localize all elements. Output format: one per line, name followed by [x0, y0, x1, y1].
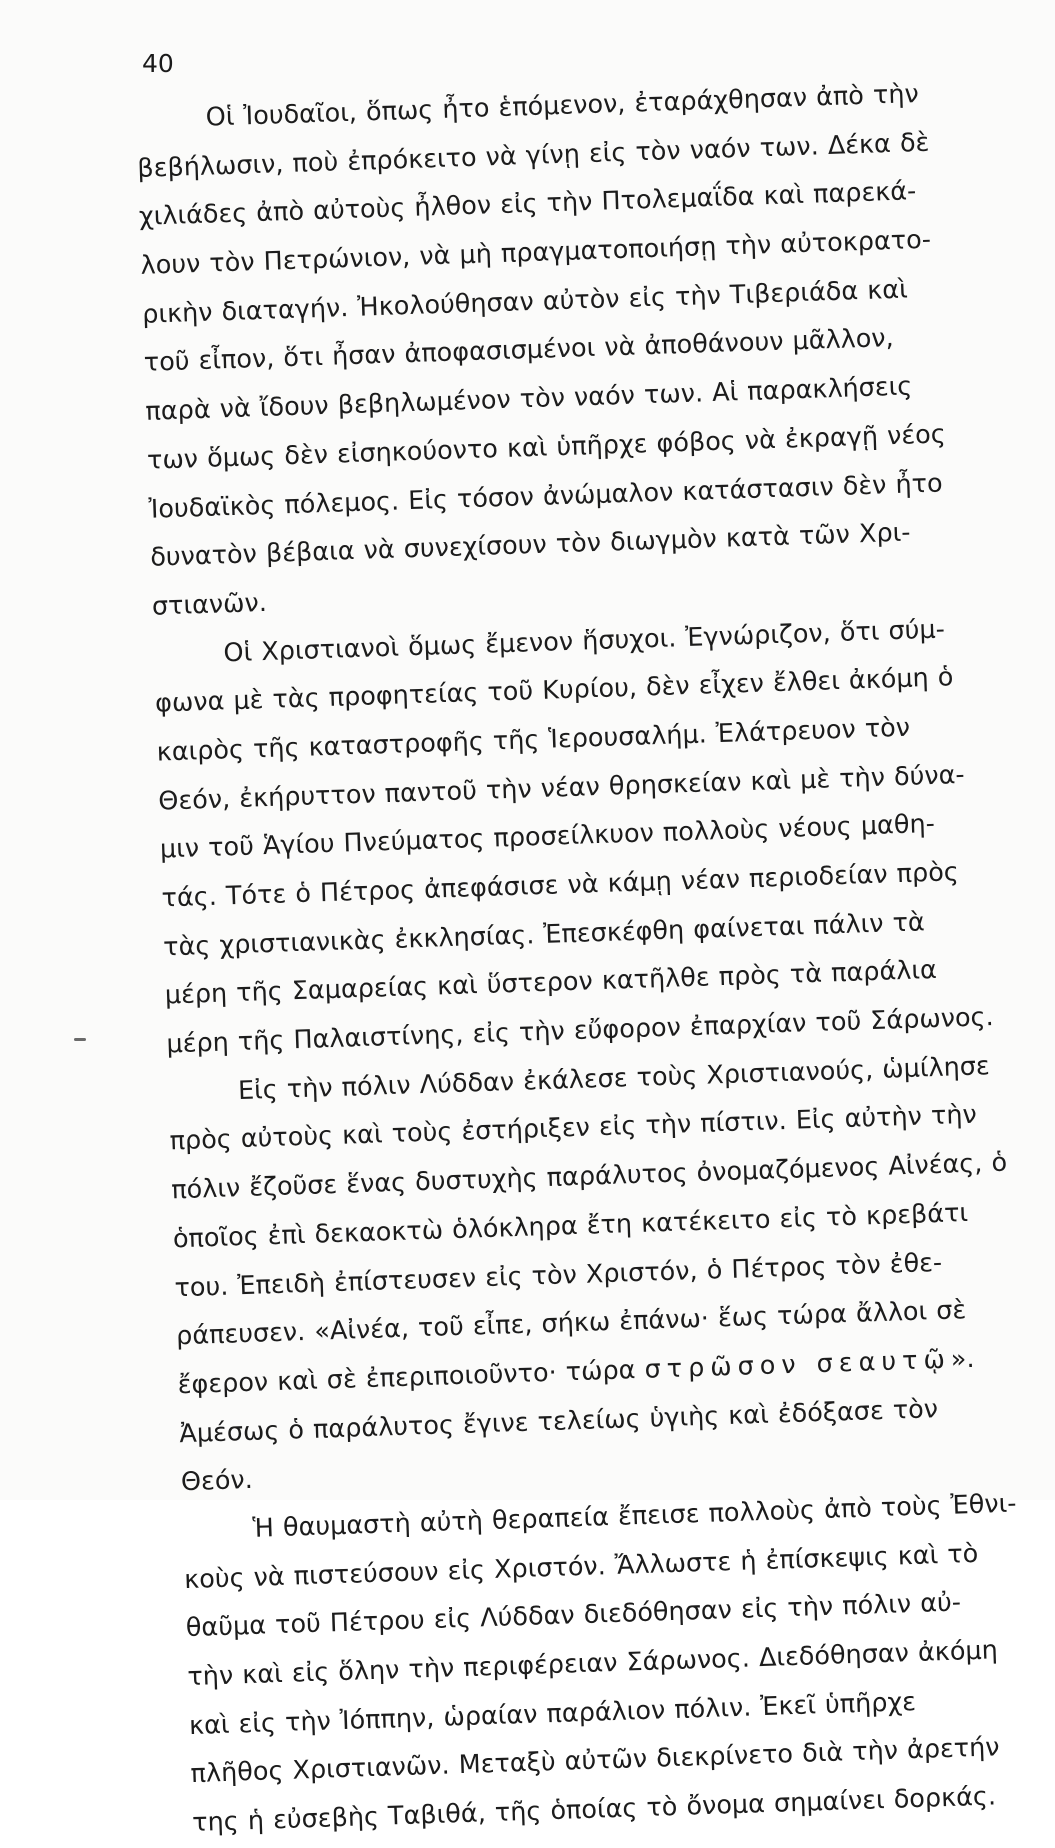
text-line: Ἀμέσως ὁ παράλυτος ἔγινε τελείως ὑγιὴς καὶ ἐδόξασε τὸν: [178, 1393, 939, 1449]
body-text: [135, 66, 1055, 1848]
text-line: βεβήλωσιν, ποὺ ἐπρόκειτο νὰ γίνῃ εἰς τὸν ναόν των. Δέκα δὲ: [136, 127, 930, 184]
text-line: Θεόν, ἐκήρυττον παντοῦ τὴν νέαν θρησκείαν καὶ μὲ τὴν δύνα-: [157, 759, 966, 817]
text-line: μέρη τῆς Παλαιστίνης, εἰς τὴν εὔφορον ἐπαρχίαν τοῦ Σάρωνος.: [165, 1002, 995, 1060]
text-line: Εἰς τὴν πόλιν Λύδδαν ἐκάλεσε τοὺς Χριστιανούς, ὡμίλησε: [237, 1050, 991, 1106]
text-line: Ἡ θαυμαστὴ αὐτὴ θεραπεία ἔπεισε πολλοὺς ἀπὸ τοὺς Ἐθνι-: [252, 1488, 1017, 1544]
text-line: Οἱ Χριστιανοὶ ὅμως ἔμενον ἥσυχοι. Ἐγνώριζον, ὅτι σύμ-: [223, 614, 946, 668]
text-line: καιρὸς τῆς καταστροφῆς τῆς Ἱερουσαλήμ. Ἐλάτρευον τὸν: [156, 712, 911, 768]
text-line: στιανῶν.: [151, 587, 268, 622]
text-line: Θεόν.: [180, 1465, 254, 1498]
text-line: ὁποῖος ἐπὶ δεκαοκτὼ ὁλόκληρα ἔτη κατέκειτο εἰς τὸ κρεβάτι: [172, 1197, 969, 1255]
text-line: Οἱ Ἰουδαῖοι, ὅπως ἦτο ἑπόμενον, ἐταράχθησαν ἀπὸ τὴν: [205, 79, 920, 133]
text-line: τὰς χριστιανικὰς ἐκκλησίας. Ἐπεσκέφθη φαίνεται πάλιν τὰ: [162, 906, 926, 963]
text-line: θαῦμα τοῦ Πέτρου εἰς Λύδδαν διεδόθησαν εἰς τὴν πόλιν αὐ-: [185, 1587, 962, 1644]
text-line: φωνα μὲ τὰς προφητείας τοῦ Κυρίου, δὲν εἶχεν ἔλθει ἀκόμη ὁ: [154, 662, 954, 719]
text-line: κοὺς νὰ πιστεύσουν εἰς Χριστόν. Ἄλλωστε ἡ ἐπίσκεψις καὶ τὸ: [183, 1538, 979, 1595]
text-line: μιν τοῦ Ἁγίου Πνεύματος προσείλκυον πολλοὺς νέους μαθη-: [159, 809, 936, 865]
text-line: του. Ἐπειδὴ ἐπίστευσεν εἰς τὸν Χριστόν, ὁ Πέτρος τὸν ἐθε-: [174, 1247, 943, 1303]
text-line: Ἰουδαϊκὸς πόλεμος. Εἰς τόσον ἀνώμαλον κατάστασιν δὲν ἦτο: [148, 467, 944, 525]
text-line: λουν τὸν Πετρώνιον, νὰ μὴ πραγματοποιήσῃ τὴν αὐτοκρατο-: [140, 224, 932, 281]
spaced-emphasis: στρῶσον σεαυτῷ: [644, 1344, 952, 1385]
text-line: πόλιν ἔζοῦσε ἕνας δυστυχὴς παράλυτος ὀνομαζόμενος Αἰνέας, ὁ: [170, 1147, 1008, 1206]
text-line: πρὸς αὐτοὺς καὶ τοὺς ἐστήριξεν εἰς τὴν πίστιν. Εἰς αὐτὴν τὴν: [169, 1100, 978, 1157]
text-line: τοῦ εἶπον, ὅτι ἦσαν ἀποφασισμένοι νὰ ἀποθάνουν μᾶλλον,: [143, 323, 895, 379]
text-line: ράπευσεν. «Αἰνέα, τοῦ εἶπε, σήκω ἐπάνω· ἕως τώρα ἄλλοι σὲ: [175, 1295, 967, 1352]
text-line: μέρη τῆς Σαμαρείας καὶ ὕστερον κατῆλθε πρὸς τὰ παράλια: [164, 955, 938, 1011]
text-line: τάς. Τότε ὁ Πέτρος ἀπεφάσισε νὰ κάμῃ νέαν περιοδείαν πρὸς: [161, 857, 960, 914]
text-line: παρὰ νὰ ἴδουν βεβηλωμένον τὸν ναόν των. Αἱ παρακλήσεις: [144, 371, 913, 427]
text-line: της ἡ εὐσεβὴς Ταβιθά, τῆς ὁποίας τὸ ὄνομα σημαίνει δορκάς.: [191, 1781, 997, 1839]
text-line: χιλιάδες ἀπὸ αὐτοὺς ἦλθον εἰς τὴν Πτολεμαΐδα καὶ παρεκά-: [138, 176, 917, 233]
text-line: καὶ εἰς τὴν Ἰόππην, ὡραίαν παράλιον πόλιν. Ἐκεῖ ὑπῆρχε: [188, 1686, 917, 1741]
page-number: 40: [142, 49, 174, 78]
text-line: τὴν καὶ εἰς ὅλην τὴν περιφέρειαν Σάρωνος. Διεδόθησαν ἀκόμη: [186, 1635, 999, 1693]
text-line: των ὅμως δὲν εἰσηκούοντο καὶ ὑπῆρχε φόβος νὰ ἐκραγῇ νέος: [146, 419, 947, 476]
closing-quote: ».: [950, 1343, 975, 1375]
ink-speck: [74, 1038, 86, 1041]
text-segment: ἔφερον καὶ σὲ ἐπεριποιοῦντο· τώρα: [177, 1354, 636, 1401]
text-line: ρικὴν διαταγήν. Ἠκολούθησαν αὐτὸν εἰς τὴν Τιβεριάδα καὶ: [141, 274, 909, 330]
text-line: δυνατὸν βέβαια νὰ συνεχίσουν τὸν διωγμὸν κατὰ τῶν Χρι-: [149, 517, 911, 573]
text-line: πλῆθος Χριστιανῶν. Μεταξὺ αὐτῶν διεκρίνετο διὰ τὴν ἀρετήν: [190, 1732, 1001, 1790]
